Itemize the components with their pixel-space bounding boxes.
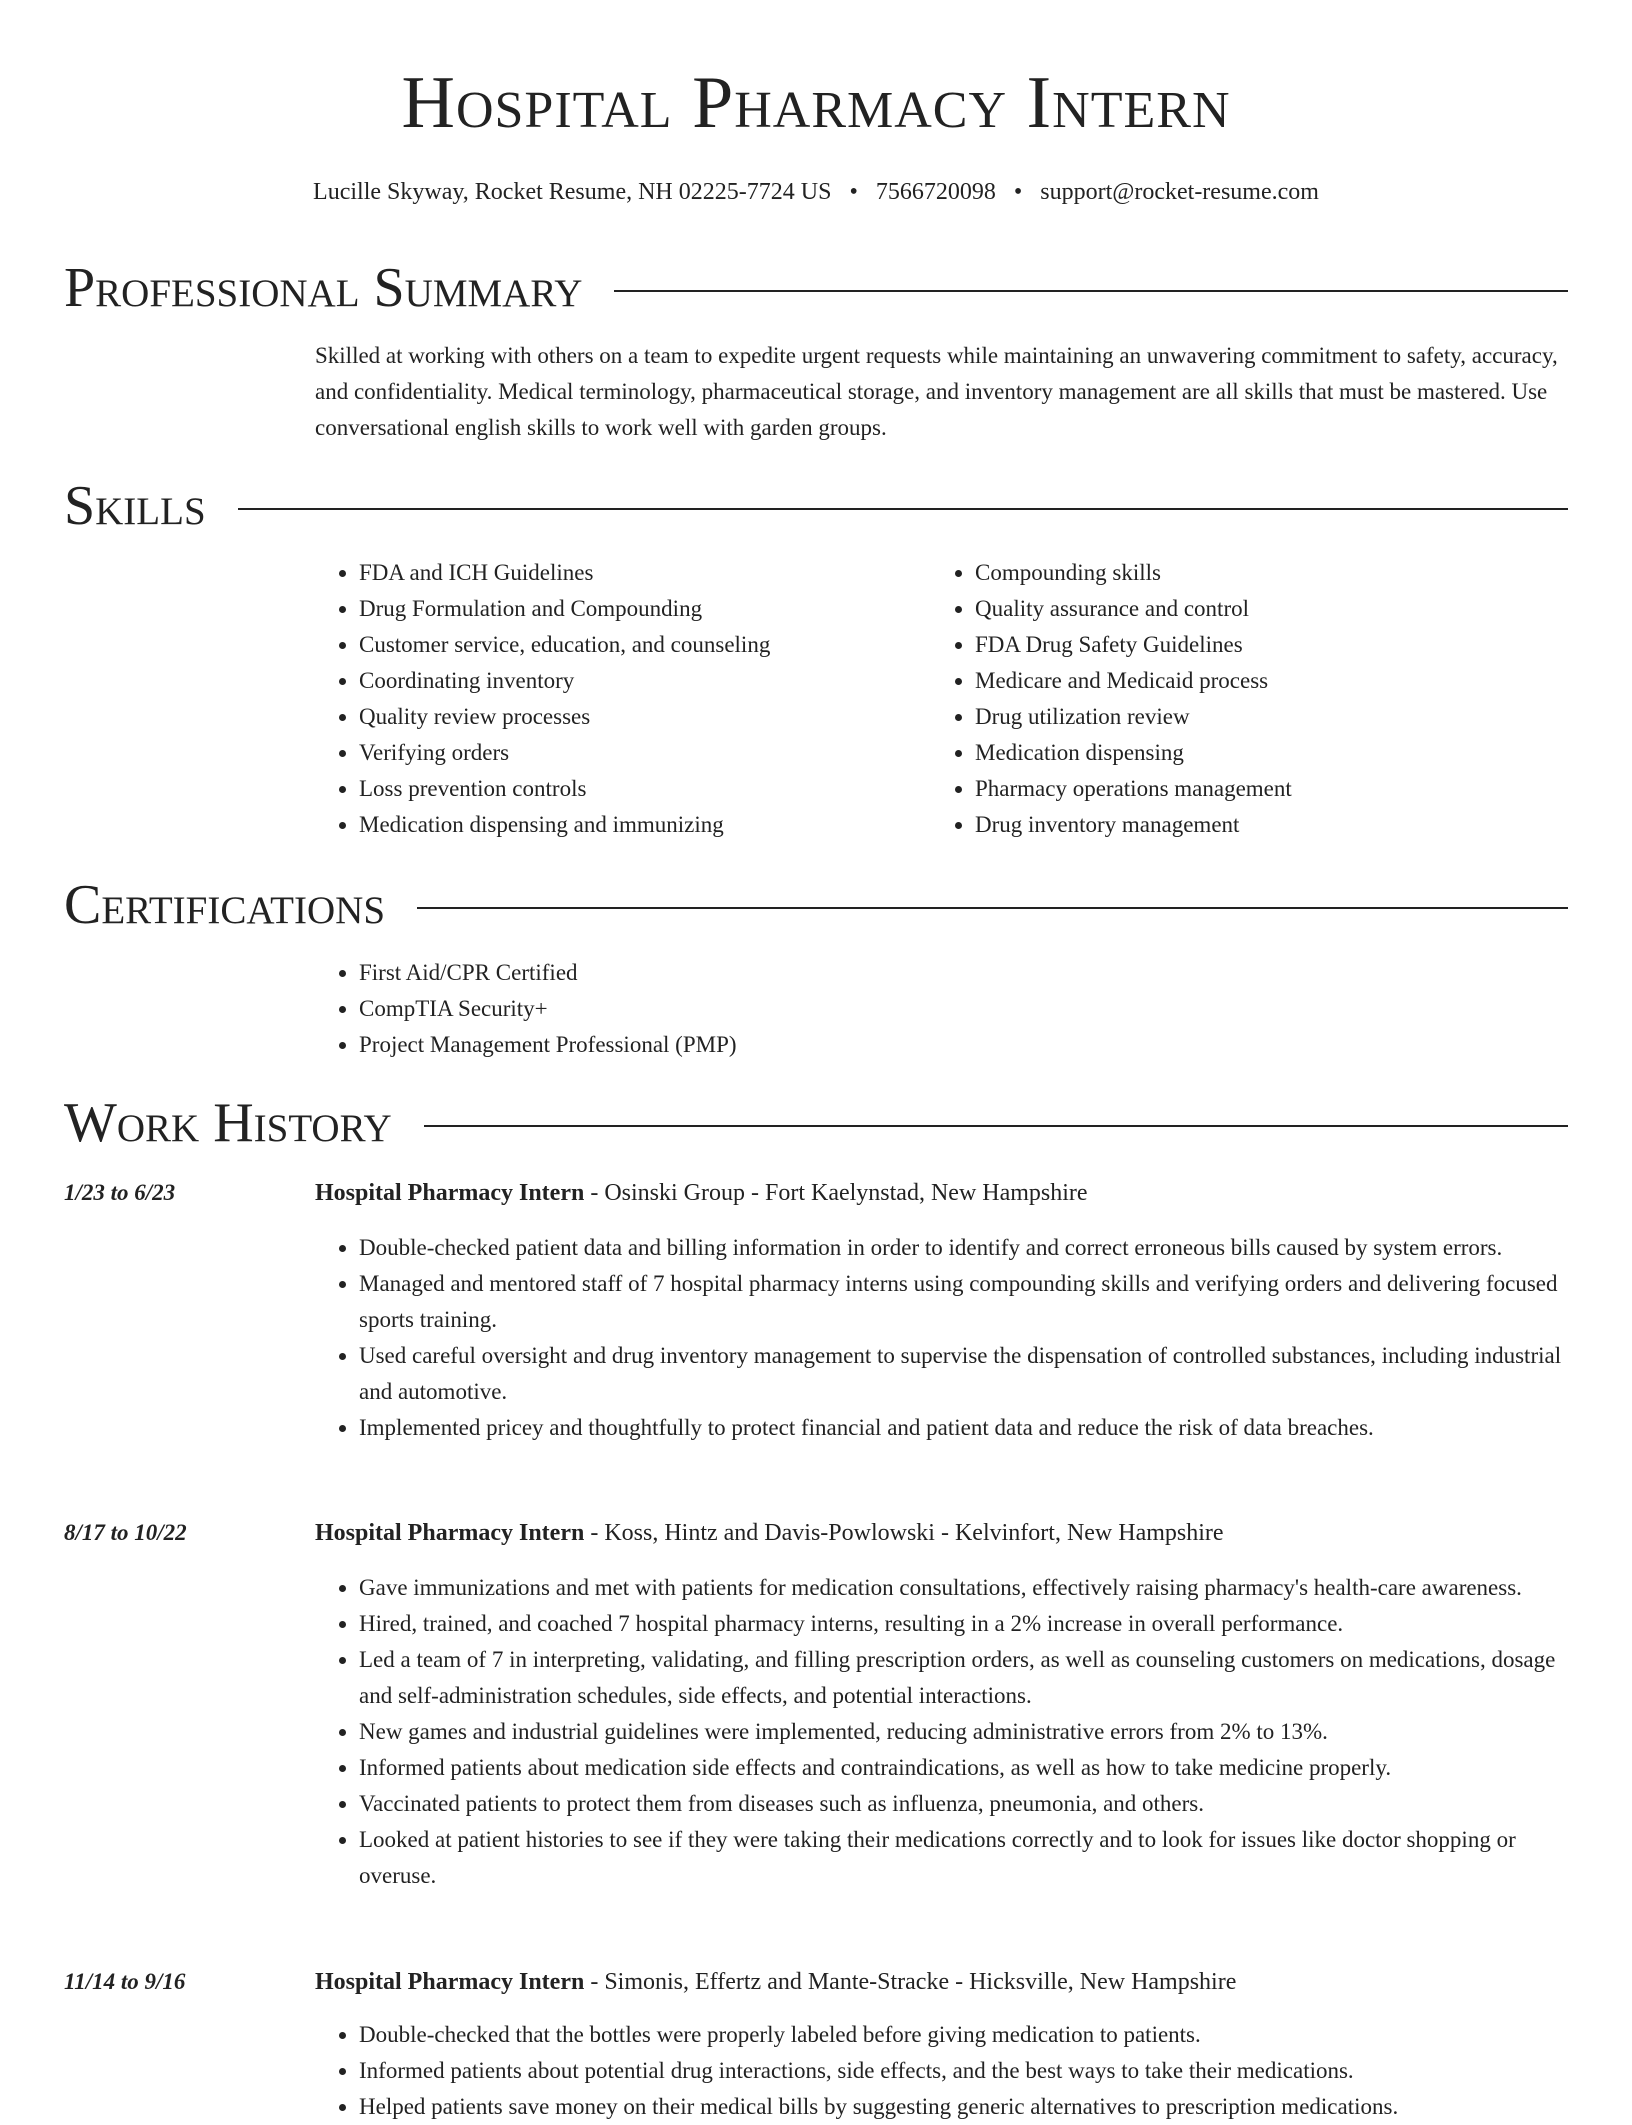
- certifications-list: [315, 955, 1215, 1063]
- skill-item: • Coordinating inventory: [359, 663, 875, 699]
- skills-heading: Skills: [64, 475, 206, 537]
- job-employer: - Koss, Hintz and Davis-Powlowski - Kelvinfort, New Hampshire: [584, 1520, 1224, 1546]
- job-title-line: [315, 1964, 1567, 2000]
- skills-right-column: [931, 555, 1491, 843]
- section-divider: [614, 290, 1568, 292]
- job-bullet: • Double-checked that the bottles were properly labeled before giving medication to patients.: [359, 2017, 1567, 2053]
- job-dates: 11/14 to 9/16: [64, 1969, 186, 1994]
- job-bullet: • Informed patients about medication side effects and contraindications, as well as how to take medicine properly.: [359, 1750, 1567, 1786]
- job-bullet: • Managed and mentored staff of 7 hospital pharmacy interns using compounding skills and verifying orders and delivering focused sports training.: [359, 1266, 1567, 1338]
- certifications-heading: Certifications: [64, 874, 386, 936]
- skill-item: • Customer service, education, and counseling: [359, 627, 875, 663]
- summary-text: Skilled at working with others on a team to expedite urgent requests while maintaining an unwavering commitment to safety, accuracy, and confidentiality. Medical terminology, pharmaceutical storage, and inventory management are all skills that must be mastered. Use conversational english skills to work well with garden groups.: [315, 343, 1558, 440]
- work-history-section-header: [64, 1091, 1568, 1155]
- job-bullets: [315, 1230, 1567, 1446]
- job-dates: 8/17 to 10/22: [64, 1520, 187, 1545]
- summary-heading: Professional Summary: [64, 257, 583, 319]
- section-divider: [424, 1125, 1568, 1127]
- skill-item: • Medication dispensing and immunizing: [359, 807, 875, 843]
- job-bullet: • Implemented pricey and thoughtfully to protect financial and patient data and reduce the risk of data breaches.: [359, 1410, 1567, 1446]
- summary-section-header: [64, 256, 1568, 320]
- job-title-line: [315, 1175, 1567, 1211]
- skill-item: • Loss prevention controls: [359, 771, 875, 807]
- contact-email: support@rocket-resume.com: [1040, 179, 1319, 205]
- skill-item: • Drug inventory management: [975, 807, 1491, 843]
- skill-item: • Quality assurance and control: [975, 591, 1491, 627]
- job-title-line: [315, 1515, 1567, 1551]
- job-bullets: [315, 2017, 1567, 2125]
- certification-item: • CompTIA Security+: [359, 991, 1215, 1027]
- certification-item: • Project Management Professional (PMP): [359, 1027, 1215, 1063]
- work-history-heading: Work History: [64, 1092, 392, 1154]
- certifications-section-header: [64, 873, 1568, 937]
- skill-item: • Pharmacy operations management: [975, 771, 1491, 807]
- contact-phone: 7566720098: [875, 179, 996, 205]
- job-title: Hospital Pharmacy Intern: [315, 1969, 585, 1995]
- contact-separator: •: [849, 179, 858, 205]
- skill-item: • Verifying orders: [359, 735, 875, 771]
- job-title: Hospital Pharmacy Intern: [315, 1520, 585, 1546]
- job-bullet: • Used careful oversight and drug inventory management to supervise the dispensation of controlled substances, including industrial and automotive.: [359, 1338, 1567, 1410]
- section-divider: [238, 508, 1568, 510]
- job-title: Hospital Pharmacy Intern: [315, 1180, 585, 1206]
- contact-separator: •: [1013, 179, 1023, 205]
- skill-item: • FDA Drug Safety Guidelines: [975, 627, 1491, 663]
- job-employer: - Simonis, Effertz and Mante-Stracke - Hicksville, New Hampshire: [584, 1969, 1237, 1995]
- job-bullet: • Hired, trained, and coached 7 hospital pharmacy interns, resulting in a 2% increase in overall performance.: [359, 1606, 1567, 1642]
- job-bullet: • Gave immunizations and met with patients for medication consultations, effectively raising pharmacy's health-care awareness.: [359, 1570, 1567, 1606]
- job-employer: - Osinski Group - Fort Kaelynstad, New Hampshire: [584, 1180, 1088, 1206]
- job-bullet: • Looked at patient histories to see if they were taking their medications correctly and to look for issues like doctor shopping or overuse.: [359, 1822, 1567, 1894]
- contact-line: [0, 174, 1632, 210]
- job-bullet: • Helped patients save money on their medical bills by suggesting generic alternatives to prescription medications.: [359, 2089, 1567, 2125]
- certification-item: • First Aid/CPR Certified: [359, 955, 1215, 991]
- skill-item: • Medicare and Medicaid process: [975, 663, 1491, 699]
- skill-item: • Medication dispensing: [975, 735, 1491, 771]
- skill-item: • Drug Formulation and Compounding: [359, 591, 875, 627]
- job-bullet: • Vaccinated patients to protect them from diseases such as influenza, pneumonia, and others.: [359, 1786, 1567, 1822]
- candidate-name: Hospital Pharmacy Intern: [401, 62, 1231, 144]
- skills-left-column: [315, 555, 875, 843]
- job-dates: 1/23 to 6/23: [64, 1180, 176, 1205]
- job-bullets: [315, 1570, 1567, 1894]
- contact-address: Lucille Skyway, Rocket Resume, NH 02225-7724 US: [313, 179, 832, 205]
- skill-item: • Quality review processes: [359, 699, 875, 735]
- section-divider: [417, 907, 1568, 909]
- job-bullet: • New games and industrial guidelines were implemented, reducing administrative errors from 2% to 13%.: [359, 1714, 1567, 1750]
- job-bullet: • Double-checked patient data and billing information in order to identify and correct erroneous bills caused by system errors.: [359, 1230, 1567, 1266]
- skill-item: • FDA and ICH Guidelines: [359, 555, 875, 591]
- job-bullet: • Led a team of 7 in interpreting, validating, and filling prescription orders, as well as counseling customers on medications, dosage and self-administration schedules, side effects, and potential interactions.: [359, 1642, 1567, 1714]
- job-bullet: • Informed patients about potential drug interactions, side effects, and the best ways to take their medications.: [359, 2053, 1567, 2089]
- skill-item: • Drug utilization review: [975, 699, 1491, 735]
- skill-item: • Compounding skills: [975, 555, 1491, 591]
- skills-section-header: [64, 474, 1568, 538]
